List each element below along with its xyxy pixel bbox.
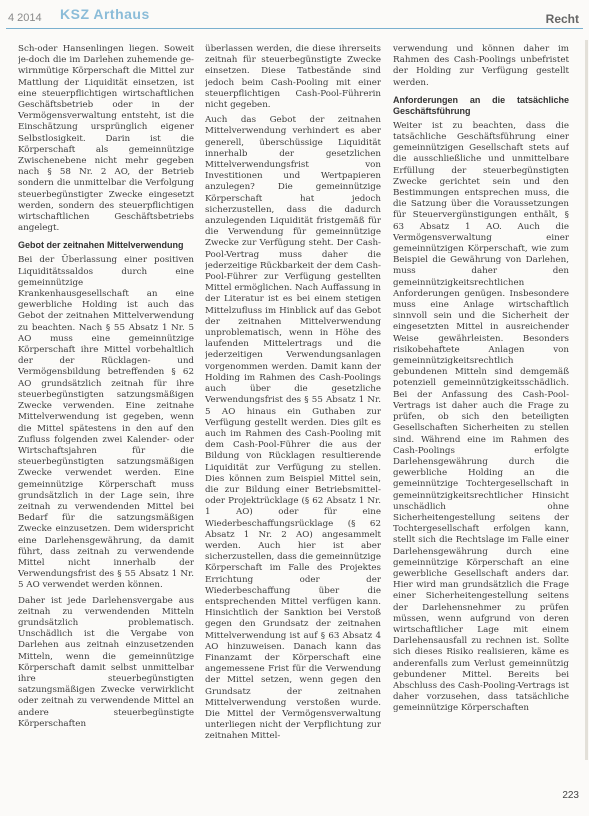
section-title: Recht [545, 12, 579, 26]
text-column-1 [18, 44, 194, 804]
section-heading: Gebot der zeitnahen Mittelverwendung [18, 240, 184, 251]
text-column-2 [205, 44, 381, 804]
paragraph: verwendung und können daher im Rahmen des Cash-Poolings unbefristet der Holding zur Verfügung gestellt werden. [393, 44, 569, 88]
scrollbar[interactable] [585, 40, 588, 760]
page-number: 223 [562, 790, 579, 801]
header-rule [6, 28, 583, 29]
page-header [0, 0, 589, 30]
section-heading: Anforderungen an die tatsächliche Geschäftsführung [393, 94, 569, 116]
paragraph: Bei der Überlassung einer positiven Liquiditätssaldos durch eine gemeinnützige Krankenhausgesellschaft an eine gewerbliche Holding ist auch das Gebot der zeitnahen Mittelverwendung zu beachten. Nach § 55 Absatz 1 Nr. 5 AO muss eine gemeinnützige Körperschaft ihre Mittel vorbehaltlich der der Rücklagen- und Vermögensbildung betreffenden § 62 AO grundsätzlich zeitnah für ihre steuerbegünstigten satzungsmäßigen Zwecke verwenden. Eine zeitnahe Mittelverwendung ist gegeben, wenn die Mittel spätestens in den auf den Zufluss folgenden zwei Kalender- oder Wirtschaftsjahren für die steuerbegünstigten satzungsmäßigen Zwecke verwendet werden. Eine gemeinnützige Körperschaft muss grundsätzlich in der Lage sein, ihre zeitnah zu verwendenden Mittel bei Bedarf für die satzungsmäßigen Zwecke einzusetzen. Dem widerspricht eine Darlehensgewährung, da damit führt, dass zeitnah zu verwendende Mittel nicht innerhalb der Verwendungsfrist des § 55 Absatz 1 Nr. 5 AO verwendet werden können. [18, 255, 194, 591]
issue-number: 4 2014 [8, 12, 42, 24]
magazine-logo: KSZ Arthaus [60, 6, 150, 22]
paragraph: Sch-oder Hansenlingen liegen. Soweit je-doch die im Darlehen zuhemende ge-wirnmütige Körperschaft die Mittel zur Mattlung der Liquidität einsetzen, ist eine steuerpflichtigen wirtschaftlichen Geschäftsbetrieb oder in der Vermögensverwaltung entsteht, ist die Einschätzung ursprünglich eigener Selbstlosigkeit. Darin ist die Körperschaft als gemeinnützige Zwischenebene nicht mehr gegeben nach § 58 Nr. 2 AO, der Betrieb sondern die unmittelbar die Verfolgung steuerbegünstigter Zwecke eingesetzt werden, sondern des steuerpflichtigen wirtschaftlichen Geschäftsbetriebs angelegt. [18, 44, 194, 234]
paragraph: Auch das Gebot der zeitnahen Mittelverwendung verhindert es aber generell, überschüssige Liquidität innerhalb der gesetzlichen Mittelverwendungsfrist von Investitionen und Wertpapieren anzulegen? Die gemeinnützige Körperschaft hat jedoch sicherzustellen, dass die dadurch anzulegenden Liquidität fristgemäß für die Verwendung für gemeinnützige Zwecke zur Verfügung steht. Der Cash-Pool-Vertrag muss daher die jederzeitige Rückbarkeit der dem Cash-Pool-Führer zur Verfügung gestellten Mittel ermöglichen. Nach Auffassung in der Literatur ist es bei einem stetigen Mittelzufluss im Hinblick auf das Gebot der zeitnahen Mittelverwendung unproblematisch, wenn in Höhe des laufenden Mittelertrags und die jederzeitigen Verwendungsanlagen vorgenommen werden. Damit kann der Holding im Rahmen des Cash-Poolings auch über die gesetzliche Verwendungsfrist des § 55 Absatz 1 Nr. 5 AO hinaus ein Guthaben zur Verfügung gestellt werden. Dies gilt es auch im Rahmen des Cash-Pooling mit dem Cash-Pool-Führer die aus der Bildung von Rücklagen resultierende Liquidität zur Verfügung zu stellen. Dies können zum Beispiel Mittel sein, die zur Bildung einer Betriebsmittel- oder Projektrücklage (§ 62 Absatz 1 Nr. 1 AO) oder für eine Wiederbeschaffungsrücklage (§ 62 Absatz 1 Nr. 2 AO) angesammelt werden. Auch hier ist aber sicherzustellen, dass die gemeinnützige Körperschaft im Falle des Projektes Errichtung oder der Wiederbeschaffung über die entsprechenden Mittel verfügen kann. Hinsichtlich der Sanktion bei Verstoß gegen den Grundsatz der zeitnahen Mittelverwendung ist auf § 63 Absatz 4 AO hinzuweisen. Danach kann das Finanzamt der Körperschaft eine angemessene Frist für die Verwendung der Mittel setzen, wenn gegen den Grundsatz der zeitnahen Mittelverwendung verstoßen wurde. Die Mittel der Vermögensverwaltung unterliegen nicht der Verpflichtung zur zeitnahen Mittel- [205, 115, 381, 742]
paragraph: Weiter ist zu beachten, dass die tatsächliche Geschäftsführung einer gemeinnützigen Gesellschaft stets auf die ausschließliche und unmittelbare Erfüllung der steuerbegünstigten Zwecke gerichtet sein und den Bestimmungen entsprechen muss, die die Satzung über die Voraussetzungen für Steuervergünstigungen enthält, § 63 Absatz 1 AO. Auch die Vermögensverwaltung einer gemeinnützigen Körperschaft, wie zum Beispiel die Gewährung von Darlehen, muss daher den gemeinnützigkeitsrechtlichen Anforderungen genügen. Insbesondere muss eine Anlage wirtschaftlich sinnvoll sein und die Sicherheit der eingesetzten Mittel in ausreichender Weise gewährleisten. Besonders risikobehaftete Anlagen von gemeinnützigkeitsrechtlich gebundenen Mitteln sind demgemäß potenziell gemeinnützigkeitsschädlich. Bei der Anfassung des Cash-Pool-Vertrags ist daher auch die Frage zu prüfen, ob sich den beteiligten Gesellschaften Sicherheiten zu stellen sind. Während eine im Rahmen des Cash-Poolings erfolgte Darlehensgewährung durch die gewerbliche Holding an die gemeinnützige Tochtergesellschaft in gemeinnützigkeitsrechtlicher Hinsicht unschädlich ohne Sicherheitengestellung seitens der Tochtergesellschaft erfolgen kann, stellt sich die Rechtslage im Falle einer Darlehensgewährung durch eine gemeinnützige Körperschaft an eine gewerbliche Gesellschaft anders dar. Hier wird man grundsätzlich die Frage einer Sicherheitengestellung seitens der Darlehensnehmer zu prüfen müssen, wenn aufgrund von deren wirtschaftlicher Lage mit einem Darlehensausfall zu rechnen ist. Sollte sich dieses Risiko realisieren, käme es anderenfalls zum Verlust gemeinnützig gebundener Mittel. Bereits bei Abschluss des Cash-Pooling-Vertrags ist daher vorzusehen, dass tatsächliche gemeinnützige Körperschaften [393, 120, 569, 714]
paragraph: überlassen werden, die diese ihrerseits zeitnah für steuerbegünstigte Zwecke einsetzen. Diese Tatbestände sind jedoch beim Cash-Pooling mit einer steuerpflichtigen Cash-Pool-Führerin nicht gegeben. [205, 44, 381, 111]
paragraph: Daher ist jede Darlehensvergabe aus zeitnah zu verwendenden Mitteln grundsätzlich problematisch. Unschädlich ist die Vergabe von Darlehen aus zeitnah einzusetzenden Mitteln, wenn die gemeinnützige Körperschaft damit selbst unmittelbar ihre steuerbegünstigten satzungsmäßigen Zwecke verwirklicht oder zeitnah zu verwendende Mittel an andere steuerbegünstigte Körperschaften [18, 595, 194, 729]
text-column-3 [393, 44, 569, 784]
